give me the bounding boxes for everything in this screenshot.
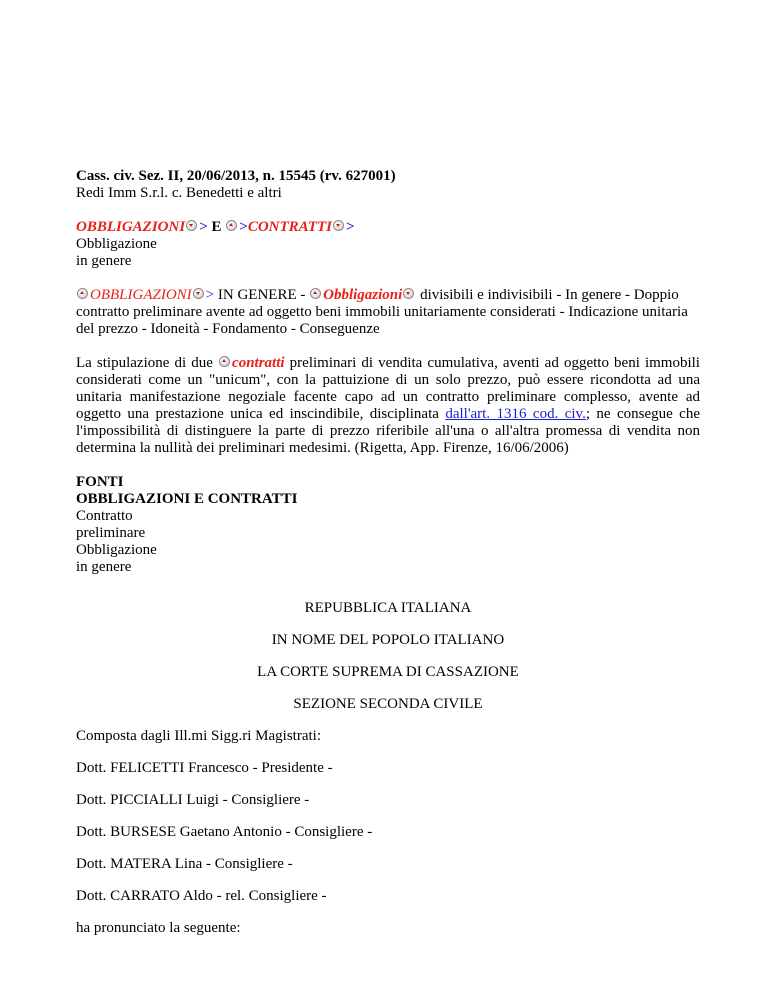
massima-text: preliminari di vendita cumulativa, aventi ad oggetto beni immobili considerati come un "unicum", con la pattuizione di un solo prezzo, può essere ricondotta ad una unitaria manifestazione negoziale facente capo ad un contratto preliminare complesso, avente ad oggetto una prestazione unica ed inscindibile, disciplinata [76,355,700,422]
document-content [76,168,700,937]
article-link[interactable]: dall'art. 1316 cod. civ. [445,406,586,422]
heading-section: SEZIONE SECONDA CIVILE [293,696,483,712]
citation-line: Cass. civ. Sez. II, 20/06/2013, n. 15545 (rv. 627001) [76,168,396,184]
judge-line: Dott. MATERA Lina - Consigliere - [76,856,293,872]
classification-path [76,219,700,236]
classification-sub: Obbligazione [76,236,157,252]
fonti-subtitle: OBBLIGAZIONI E CONTRATTI [76,491,298,507]
massima-text: ; ne consegue che l'impossibilità di distinguere la parte di prezzo riferibile all'una o all'altra promessa di vendita non determina la nullità dei preliminari medesimi. (Rigetta, App. Firenze, 16/06/2006) [76,406,700,456]
heading-court: LA CORTE SUPREMA DI CASSAZIONE [257,664,519,680]
classification-term-contratti[interactable]: CONTRATTI [247,219,333,235]
heading-people: IN NOME DEL POPOLO ITALIANO [271,632,505,648]
classification-arrow: > [199,219,208,235]
closing-line: ha pronunciato la seguente: [76,920,241,936]
expand-icon[interactable] [333,220,344,231]
judge-line: Dott. PICCIALLI Luigi - Consigliere - [76,792,310,808]
parties-line: Redi Imm S.r.l. c. Benedetti e altri [76,185,282,201]
expand-icon[interactable] [193,288,204,299]
fonti-item: Contratto [76,508,133,524]
term-obbligazioni-link[interactable]: Obbligazioni [323,287,403,303]
fonti-item: preliminare [76,525,146,541]
massima-title-text: divisibili e indivisibili - In genere - Doppio contratto preliminare avente ad oggetto beni immobili unitariamente considerati - Indicazione unitaria del prezzo - Idoneità - Fondamento - Conseguenze [76,287,688,337]
term-obbligazioni[interactable]: OBBLIGAZIONI [90,287,192,303]
massima-body [76,355,700,457]
massima-title-text: IN GENERE - [214,287,310,303]
judge-line: Dott. FELICETTI Francesco - Presidente - [76,760,333,776]
collapse-icon[interactable] [77,288,88,299]
massima-text: La stipulazione di due [76,355,219,371]
expand-icon[interactable] [186,220,197,231]
classification-term-obbligazioni[interactable]: OBBLIGAZIONI [76,219,186,235]
fonti-item: Obbligazione [76,542,157,558]
collapse-icon[interactable] [219,356,230,367]
massima-title [76,287,700,338]
classification-arrow: > [239,219,248,235]
fonti-title: FONTI [76,474,124,490]
judge-line: Dott. CARRATO Aldo - rel. Consigliere - [76,888,327,904]
judge-line: Dott. BURSESE Gaetano Antonio - Consigliere - [76,824,373,840]
classification-sub: in genere [76,253,132,269]
court-intro: Composta dagli Ill.mi Sigg.ri Magistrati: [76,728,321,744]
term-contratti-link[interactable]: contratti [232,355,285,371]
collapse-icon[interactable] [226,220,237,231]
heading-republic: REPUBBLICA ITALIANA [304,600,472,616]
fonti-item: in genere [76,559,132,575]
classification-conjunction: E [207,219,226,235]
collapse-icon[interactable] [310,288,321,299]
classification-arrow: > [346,219,355,235]
expand-icon[interactable] [403,288,414,299]
term-arrow: > [205,287,215,303]
